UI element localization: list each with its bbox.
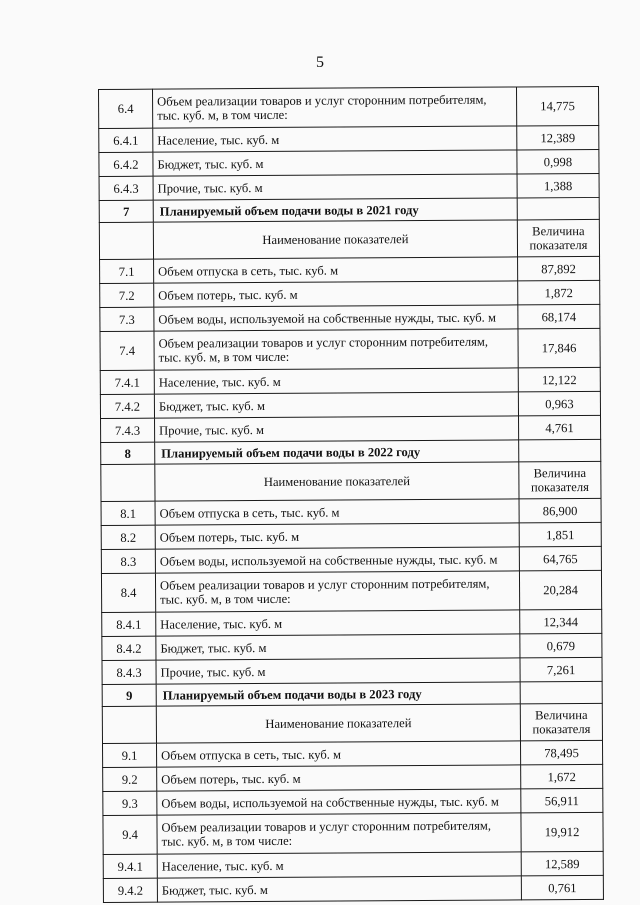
row-number: 6.4 bbox=[99, 89, 153, 128]
table-row bbox=[101, 415, 601, 442]
row-number: 8.4.1 bbox=[102, 612, 156, 636]
section-number: 8 bbox=[101, 442, 155, 464]
row-number: 6.4.1 bbox=[99, 128, 153, 152]
table-row bbox=[102, 633, 602, 660]
table-row bbox=[102, 609, 602, 636]
table-row bbox=[101, 546, 601, 573]
row-indicator-name: Объем отпуска в сеть, тыс. куб. м bbox=[154, 257, 518, 283]
row-number: 9.4 bbox=[103, 815, 157, 854]
row-value: 0,963 bbox=[518, 391, 600, 416]
row-number: 8.4.2 bbox=[102, 636, 156, 660]
row-number: 8.2 bbox=[101, 525, 155, 549]
row-number: 7.3 bbox=[100, 307, 154, 331]
row-number: 6.4.2 bbox=[99, 152, 153, 176]
row-number: 7.4 bbox=[100, 331, 154, 370]
row-number: 9.4.2 bbox=[103, 878, 157, 902]
row-value: 14,775 bbox=[516, 86, 598, 126]
row-indicator-name: Объем реализации товаров и услуг сторонним потребителям, тыс. куб. м, в том числе: bbox=[154, 329, 518, 370]
row-number: 6.4.3 bbox=[99, 176, 153, 200]
table-row bbox=[99, 149, 599, 176]
row-indicator-name: Бюджет, тыс. куб. м bbox=[154, 392, 518, 418]
table-row bbox=[103, 851, 603, 878]
row-indicator-name: Объем отпуска в сеть, тыс. куб. м bbox=[156, 741, 520, 767]
row-indicator-name: Бюджет, тыс. куб. м bbox=[157, 876, 521, 902]
row-indicator-name: Объем реализации товаров и услуг сторонним потребителям, тыс. куб. м, в том числе: bbox=[153, 87, 517, 128]
table-row bbox=[102, 740, 602, 767]
row-value: 12,344 bbox=[520, 609, 602, 634]
table-row bbox=[101, 498, 601, 525]
section-value-cell bbox=[519, 439, 601, 462]
row-indicator-name: Объем потерь, тыс. куб. м bbox=[155, 523, 519, 549]
row-number: 8.3 bbox=[101, 549, 155, 573]
row-indicator-name: Объем воды, используемой на собственные нужды, тыс. куб. м bbox=[157, 789, 521, 815]
section-value-cell bbox=[517, 197, 599, 220]
row-indicator-name: Население, тыс. куб. м bbox=[154, 368, 518, 394]
row-value: 0,998 bbox=[517, 149, 599, 174]
water-supply-table bbox=[98, 86, 604, 903]
row-indicator-name: Прочие, тыс. куб. м bbox=[153, 174, 517, 200]
row-indicator-name: Объем реализации товаров и услуг сторонним потребителям, тыс. куб. м, в том числе: bbox=[155, 571, 519, 612]
row-number: 7.1 bbox=[100, 259, 154, 283]
row-value: 1,872 bbox=[518, 280, 600, 305]
row-value: 7,261 bbox=[520, 657, 602, 682]
table-row bbox=[101, 570, 601, 612]
row-indicator-name: Население, тыс. куб. м bbox=[153, 126, 517, 152]
section-title: Планируемый объем подачи воды в 2022 году bbox=[155, 440, 519, 464]
row-value: 17,846 bbox=[518, 328, 600, 368]
section-title: Планируемый объем подачи воды в 2023 году bbox=[156, 682, 520, 706]
section-number: 7 bbox=[99, 200, 153, 222]
row-value: 0,679 bbox=[520, 633, 602, 658]
section-value-cell bbox=[520, 681, 602, 704]
column-header-number bbox=[102, 706, 156, 743]
row-indicator-name: Объем отпуска в сеть, тыс. куб. м bbox=[155, 499, 519, 525]
row-value: 64,765 bbox=[519, 546, 601, 571]
column-header-name: Наименование показателей bbox=[155, 462, 519, 501]
table-row bbox=[99, 173, 599, 200]
row-value: 87,892 bbox=[518, 256, 600, 281]
row-value: 12,122 bbox=[518, 367, 600, 392]
row-indicator-name: Прочие, тыс. куб. м bbox=[155, 416, 519, 442]
table-row bbox=[103, 875, 603, 902]
page-number: 5 bbox=[316, 54, 324, 71]
table-row bbox=[103, 764, 603, 791]
section-row bbox=[99, 197, 599, 222]
row-indicator-name: Прочие, тыс. куб. м bbox=[156, 658, 520, 684]
column-header-value: Величина показателя bbox=[517, 219, 599, 257]
table-body bbox=[99, 86, 604, 902]
row-value: 4,761 bbox=[519, 415, 601, 440]
column-header-number bbox=[99, 222, 153, 259]
table-row bbox=[102, 657, 602, 684]
row-indicator-name: Население, тыс. куб. м bbox=[156, 610, 520, 636]
row-value: 56,911 bbox=[521, 788, 603, 813]
column-header-value: Величина показателя bbox=[519, 461, 601, 499]
column-header-number bbox=[101, 464, 155, 501]
column-header-row bbox=[102, 703, 602, 743]
table-row bbox=[100, 367, 600, 394]
row-indicator-name: Бюджет, тыс. куб. м bbox=[153, 150, 517, 176]
row-indicator-name: Объем потерь, тыс. куб. м bbox=[157, 765, 521, 791]
row-value: 1,672 bbox=[521, 764, 603, 789]
row-indicator-name: Объем воды, используемой на собственные нужды, тыс. куб. м bbox=[155, 547, 519, 573]
row-value: 1,388 bbox=[517, 173, 599, 198]
row-number: 8.4 bbox=[101, 573, 155, 612]
table-row bbox=[100, 391, 600, 418]
section-row bbox=[101, 439, 601, 464]
row-number: 7.4.3 bbox=[101, 418, 155, 442]
section-row bbox=[102, 681, 602, 706]
table-row bbox=[100, 280, 600, 307]
row-number: 9.1 bbox=[102, 743, 156, 767]
table-row bbox=[99, 125, 599, 152]
row-number: 8.1 bbox=[101, 501, 155, 525]
row-value: 68,174 bbox=[518, 304, 600, 329]
row-number: 7.4.2 bbox=[100, 394, 154, 418]
table-row bbox=[101, 522, 601, 549]
column-header-name: Наименование показателей bbox=[153, 220, 517, 259]
section-title: Планируемый объем подачи воды в 2021 году bbox=[153, 198, 517, 222]
row-value: 19,912 bbox=[521, 812, 603, 852]
table-row bbox=[100, 328, 600, 370]
row-indicator-name: Бюджет, тыс. куб. м bbox=[156, 634, 520, 660]
section-number: 9 bbox=[102, 684, 156, 706]
row-indicator-name: Объем потерь, тыс. куб. м bbox=[154, 281, 518, 307]
row-number: 8.4.3 bbox=[102, 660, 156, 684]
row-value: 12,389 bbox=[517, 125, 599, 150]
table-row bbox=[100, 304, 600, 331]
row-number: 9.4.1 bbox=[103, 854, 157, 878]
row-number: 7.4.1 bbox=[100, 370, 154, 394]
row-value: 20,284 bbox=[519, 570, 601, 610]
table-row bbox=[100, 256, 600, 283]
row-value: 1,851 bbox=[519, 522, 601, 547]
row-value: 0,761 bbox=[521, 875, 603, 900]
row-indicator-name: Объем воды, используемой на собственные нужды, тыс. куб. м bbox=[154, 305, 518, 331]
column-header-name: Наименование показателей bbox=[156, 704, 520, 743]
table-row bbox=[103, 788, 603, 815]
row-value: 78,495 bbox=[520, 740, 602, 765]
table-row bbox=[103, 812, 603, 854]
row-value: 12,589 bbox=[521, 851, 603, 876]
row-value: 86,900 bbox=[519, 498, 601, 523]
row-indicator-name: Объем реализации товаров и услуг сторонним потребителям, тыс. куб. м, в том числе: bbox=[157, 813, 521, 854]
row-number: 7.2 bbox=[100, 283, 154, 307]
table-row bbox=[99, 86, 599, 128]
column-header-row bbox=[101, 461, 601, 501]
column-header-value: Величина показателя bbox=[520, 703, 602, 741]
column-header-row bbox=[99, 219, 599, 259]
row-indicator-name: Население, тыс. куб. м bbox=[157, 852, 521, 878]
row-number: 9.2 bbox=[103, 767, 157, 791]
document-sheet bbox=[98, 86, 591, 903]
row-number: 9.3 bbox=[103, 791, 157, 815]
